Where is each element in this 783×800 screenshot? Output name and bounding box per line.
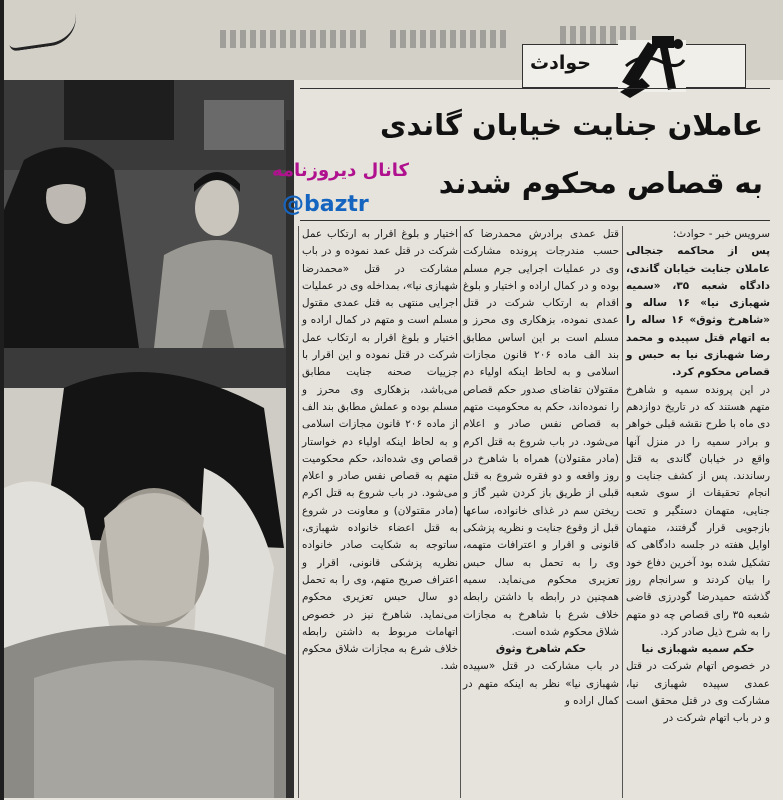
bleed-through-text <box>220 30 370 48</box>
subheading: حکم شاهرخ وثوق <box>495 643 587 656</box>
article-lead: سرویس خبر - حوادث: <box>672 228 770 240</box>
headline-line-2: به قصاص محکوم شدند <box>438 166 763 200</box>
article-paragraph: پس از محاکمه جنجالی عاملان جنایت خیابان گاندی، دادگاه شعبه ۳۵، «سمیه شهبازی نیا» ۱۶ ساله و «شاهرخ وثوق» ۱۶ ساله را به اتهام قتل سپیده و محمد رضا شهبازی نیا به حبس و قصاص محکوم کرد. <box>626 245 770 379</box>
column-rule <box>298 226 299 798</box>
section-label: حوادث <box>530 52 591 74</box>
column-rule <box>460 226 461 798</box>
rule-under-headline <box>300 220 770 221</box>
column-rule <box>622 226 623 798</box>
rule-top <box>300 88 770 89</box>
photo-defendants <box>4 80 294 348</box>
headline-line-1: عاملان جنایت خیابان گاندی <box>379 108 763 142</box>
article-column-2 <box>463 226 619 798</box>
page-edge <box>0 0 4 800</box>
article-paragraph: اختیار و بلوغ اقرار به ارتکاب عمل شرکت در قتل عمد نموده و در باب مشارکت در قتل «محمدرضا شهبازی نیا»، بمداخله وی در عملیات اجرایی منتهی به قتل عمدی مقتول مسلم است و متهم در کمال اراده و اختیار و بلوغ اقرار به ارتکاب عمل شرکت در قتل نموده و این اقرار با جزییات صحنه جنایت مطابق می‌باشد، بزهکاری وی محرز و مسلم بوده و عملش مطابق بند الف از ماده ۲۰۶ قانون مجازات اسلامی و به لحاظ اینکه اولیاء دم خواستار قصاص وی شده‌اند، حکم محکومیت متهم به قصاص نفس صادر و اعلام می‌شود. در باب شروع به قتل اکرم (مادر مقتولان) و معاونت در شروع به قتل اعضاء خانواده شهبازی، ساتوجه به شکایت صادر خانواده نظریه پزشکی قانونی، اقرار و اعتراف صریح متهم، وی را به تحمل دو سال حبس تعزیری محکوم می‌نماید. شاهرخ نیز در خصوص اتهامات مربوط به داشتن رابطه خلاف شرع به مجازات شلاق محکوم شد. <box>302 228 458 673</box>
photo-man-covering-face <box>4 348 294 798</box>
handwritten-mark <box>6 13 79 51</box>
watermark-handle: @baztr <box>282 192 369 217</box>
article-paragraph: در باب مشارکت در قتل «سپیده شهبازی نیا» نظر به اینکه متهم در کمال اراده و <box>463 660 619 708</box>
article-paragraph: در خصوص اتهام شرکت در قتل عمدی سپیده شهبازی نیا، مشارکت وی در قتل محقق است و در باب اتهام شرکت در <box>626 660 770 725</box>
article-column-3 <box>302 226 458 798</box>
article-paragraph: در این پرونده سمیه و شاهرخ متهم هستند که در تاریخ دوازدهم دی ماه با طرح نقشه قبلی خواهر و برادر سمیه را در منزل آنها واقع در خیابان گاندی به قتل رساندند. پس از کشف جنایت و انجام تحقیقات از سوی شعبه جنایی، متهمان دستگیر و تحت بازجویی قرار گرفتند، متهمان اوایل هفته در جلسه دادگاهی که تشکیل شده بود آخرین دفاع خود را بیان کردند و سرانجام روز گذشته حمیدرضا گودرزی قاضی شعبه ۳۵ رای قصاص چه دو متهم را به شرح ذیل صادر کرد. <box>626 383 770 638</box>
article-paragraph: قتل عمدی برادرش محمدرضا که حسب مندرجات پرونده مشارکت وی در عملیات اجرایی جرم مسلم بوده و در کمال اراده و اختیار و بلوغ اقدام به ارتکاب شرکت در قتل عمدی نموده، بزهکاری وی محرز و مسلم است بر این اساس مطابق بند الف ماده ۲۰۶ قانون مجازات اسلامی و به لحاظ اینکه اولیاء دم مقتولان تقاضای صدور حکم قصاص را نموده‌اند، حکم به محکومیت متهم به قصاص نفس صادر و اعلام می‌شود. در باب شروع به قتل اکرم (مادر مقتولان) همراه با شاهرخ در روز واقعه و دو فقره شروع به قتل قبلی از طریق باز کردن شیر گاز و ریختن سم در غذای خانواده، ساعها قبل از وقوع جنایت و نظریه پزشکی قانونی و اقرار و اعترافات متهمه، وی را به تحمل به سال حبس تعزیری محکوم می‌نماید. سمیه همچنین در رابطه با داشتن رابطه خلاف شرع با شاهرخ به مجازات شلاق محکوم شده است. <box>463 228 619 638</box>
bleed-through-text <box>390 30 510 48</box>
watermark-channel: کانال دیروزنامه <box>272 160 409 181</box>
article-column-1 <box>626 226 770 798</box>
subheading: حکم سمیه شهبازی نیا <box>641 643 755 656</box>
